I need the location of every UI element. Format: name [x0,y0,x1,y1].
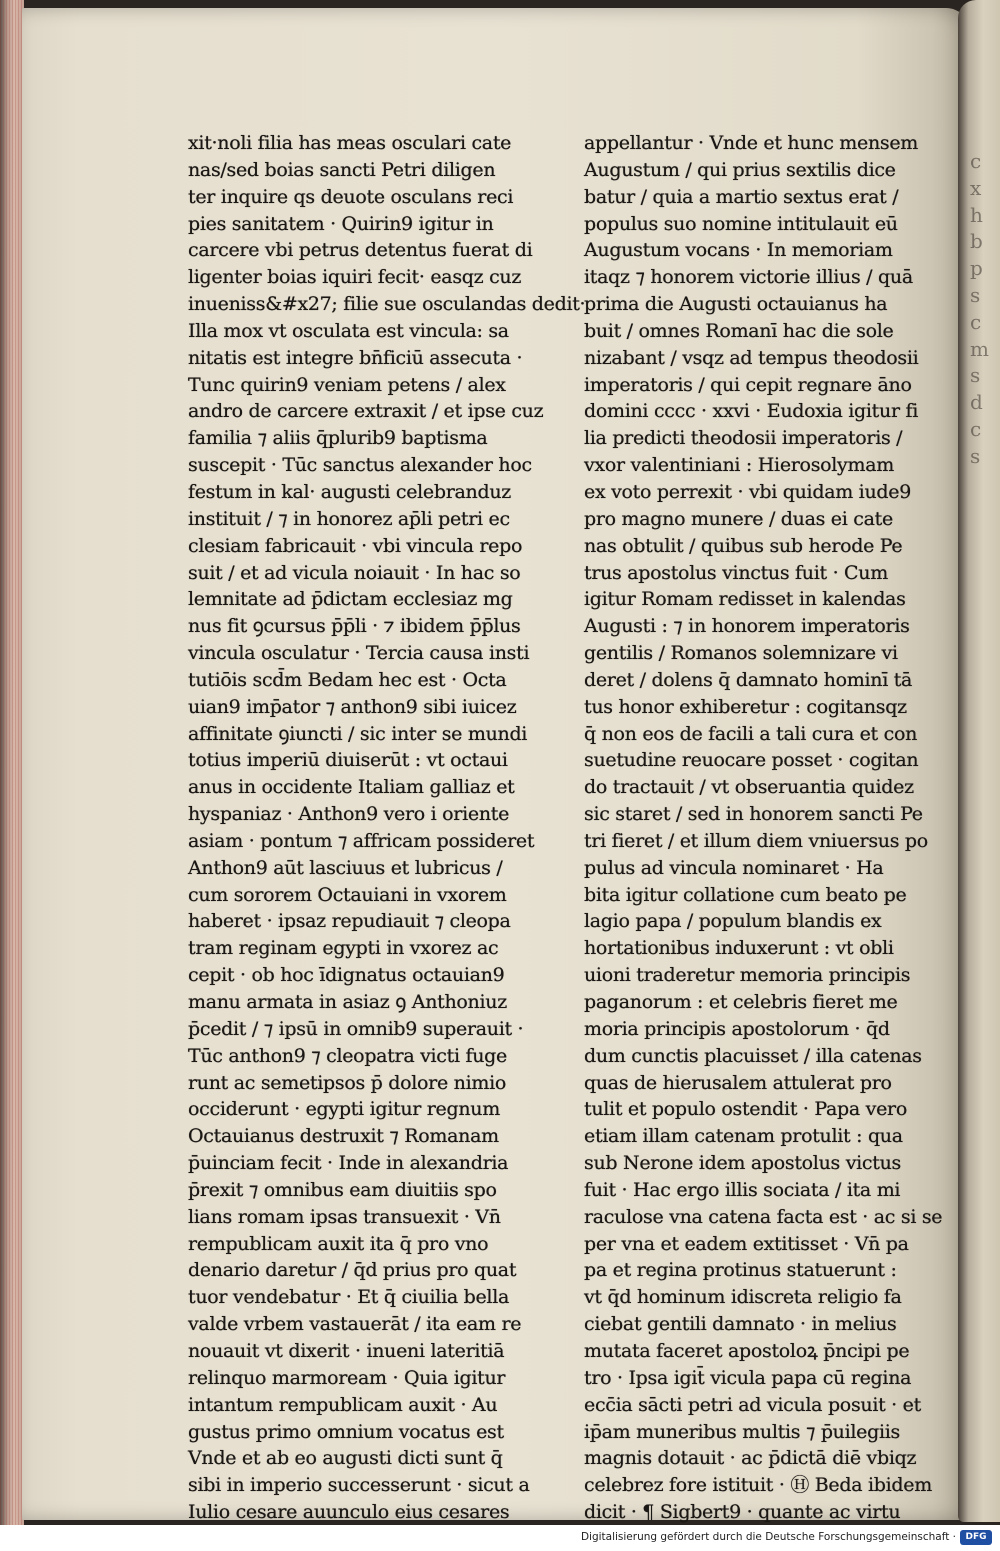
text-line: suit / et ad vicula noiauit · In hac so [188,561,521,584]
dfg-logo-icon: DFG [960,1530,992,1545]
text-line: Anthon9 aūt lasciuus et lubricus / [188,856,503,879]
text-line: domini cccc · xxvi · Eudoxia igitur fi [584,400,918,423]
next-page-fragment: s [970,363,981,388]
text-line: q̄ non eos de facili a tali cura et con [584,722,918,745]
text-line: buit / omnes Romanī hac die sole [584,319,894,342]
text-line: carcere vbi petrus detentus fuerat di [188,239,533,262]
text-line: sub Nerone idem apostolus victus [584,1152,901,1175]
next-page-fragment: p [970,256,983,281]
text-line: Tunc quirin9 veniam petens / alex [188,373,506,396]
footer-credit: Digitalisierung gefördert durch die Deutsche Forschungsgemeinschaft · [580,1531,956,1543]
text-line: Augusti : ⁊ in honorem imperatoris [584,615,910,638]
next-page-fragment: c [970,416,982,441]
text-line: clesiam fabricauit · vbi vincula repo [188,534,523,557]
text-line: ter inquire qs deuote osculans reci [188,185,514,208]
text-line: deret / dolens q̄ damnato hominī tā [584,668,913,691]
text-line: moria principis apostolorum · q̄d [584,1017,890,1040]
text-line: imperatoris / qui cepit regnare āno [584,373,912,396]
text-line: Vnde et ab eo augusti dicti sunt q̄ [188,1447,503,1470]
text-line: Illa mox vt osculata est vincula: sa [188,319,509,342]
text-line: p̄cedit / ⁊ ipsū in omnib9 superauit · [188,1017,524,1040]
text-line: tus honor exhiberetur : cogitansqz [584,695,907,718]
text-line: occiderunt · egypti igitur regnum [188,1098,500,1121]
text-line: paganorum : et celebris fieret me [584,991,898,1013]
next-page-fragment: c [970,149,982,173]
text-line: tram reginam egypti in vxorez ac [188,937,499,960]
digitization-footer [0,1525,1000,1551]
next-page-fragment: s [970,282,981,307]
text-line: nus fit ꝯcursus p̄p̄li · ⁊ ibidem p̄p̄lus [188,615,521,638]
text-line: dum cunctis placuisset / illa catenas [584,1044,922,1067]
text-line: suscepit · Tūc sanctus alexander hoc [188,454,532,477]
text-line: totius imperiū diuiserūt : vt octaui [188,749,508,772]
text-line: celebrez fore istituit · Ⓗ Beda ibidem [584,1474,932,1497]
text-line: magnis dotauit · ac p̄dictā diē vbiqz [584,1447,917,1470]
next-page-fragment: d [970,390,983,415]
text-line: ligenter boias iquiri fecit· easqz cuz [188,266,522,289]
next-page-fragment: h [970,202,983,227]
text-line: rempublicam auxit ita q̄ pro vno [188,1232,489,1255]
next-page-fragment: b [970,229,983,254]
text-line: hortationibus induxerunt : vt obli [584,937,894,960]
text-line: tutiōis scd̄m Bedam hec est · Octa [188,668,507,691]
text-line: denario daretur / q̄d prius pro quat [188,1259,517,1282]
text-line: tro · Ipsa igit̄ vicula papa cū regina [584,1366,912,1389]
text-line: Augustum vocans · In memoriam [584,239,893,262]
text-line: hyspaniaz · Anthon9 vero i oriente [188,803,510,826]
text-line: nizabant / vsqz ad tempus theodosii [584,346,919,369]
text-line: lagio papa / populum blandis ex [584,910,882,933]
text-line: appellantur · Vnde et hunc mensem [584,132,919,154]
text-line: manu armata in asiaz ꝯ Anthoniuz [188,991,507,1013]
text-line: xit·noli filia has meas osculari cate [188,132,512,154]
text-line: p̄uinciam fecit · Inde in alexandria [188,1152,509,1175]
text-line: ciebat gentili damnato · in melius [584,1313,897,1336]
text-line: uian9 imp̄ator ⁊ anthon9 sibi iuicez [188,695,517,718]
text-line: pulus ad vincula nominaret · Ha [584,856,884,879]
text-line: inueniss&#x27; filie sue osculandas dedit· [188,293,586,316]
text-line: affinitate ꝯiuncti / sic inter se mundi [188,722,528,745]
text-line: tri fieret / et illum diem vniuersus po [584,829,928,852]
text-line: quas de hierusalem attulerat pro [584,1071,892,1094]
text-line: dicit · ¶ Sigbert9 · quante ac virtu [584,1501,901,1524]
text-line: ex voto perrexit · vbi quidam iude9 [584,480,911,503]
book-edge-left [0,0,24,1525]
text-line: andro de carcere extraxit / et ipse cuz [188,400,544,423]
text-line: populus suo nomine intitulauit eū [584,212,898,235]
next-page-fragments [970,148,1000,470]
text-line: gentilis / Romanos solemnizare vi [584,642,898,665]
text-line: asiam · pontum ⁊ affricam possideret [188,829,535,852]
text-line: vincula osculatur · Tercia causa insti [188,642,530,665]
text-line: uioni traderetur memoria principis [584,964,911,987]
text-line: pro magno munere / duas ei cate [584,507,893,530]
text-line: trus apostolus vinctus fuit · Cum [584,561,888,584]
text-column-right [584,130,943,1526]
text-line: lemnitate ad p̄dictam ecclesiaz mg [188,588,513,611]
text-line: relinquo marmoream · Quia igitur [188,1366,506,1389]
text-line: suetudine reuocare posset · cogitan [584,749,919,772]
text-line: anus in occidente Italiam galliaz et [188,776,515,799]
text-line: ip̄am muneribus multis ⁊ p̄uilegiis [584,1420,900,1443]
text-line: festum in kal· augusti celebranduz [188,480,511,503]
text-line: ecc̄ia sācti petri ad vicula posuit · et [584,1393,921,1416]
text-line: nitatis est integre bn̄ficiū assecuta · [188,346,523,369]
text-line: lians romam ipsas transuexit · Vn̄ [188,1205,501,1228]
text-line: vxor valentiniani : Hierosolymam [584,454,894,477]
text-line: nas obtulit / quibus sub herode Pe [584,534,903,557]
next-page-edge [958,0,1000,1522]
text-line: familia ⁊ aliis q̄plurib9 baptisma [188,427,488,450]
next-page-fragment: c [970,309,982,334]
text-line: igitur Romam redisset in kalendas [584,588,906,611]
text-line: lia predicti theodosii imperatoris / [584,427,903,450]
text-line: itaqz ⁊ honorem victorie illius / quā [584,266,913,289]
text-line: valde vrbem vastauerāt / ita eam re [188,1313,522,1336]
text-line: etiam illam catenam protulit : qua [584,1125,903,1148]
next-page-fragment: s [970,443,981,468]
text-line: sic staret / sed in honorem sancti Pe [584,803,923,826]
text-line: gustus primo omnium vocatus est [188,1420,504,1443]
text-line: pies sanitatem · Quirin9 igitur in [188,212,494,235]
text-line: Augustum / qui prius sextilis dice [584,158,896,181]
text-line: vt q̄d hominum idiscreta religio fa [584,1286,902,1309]
text-line: cum sororem Octauiani in vxorem [188,883,507,906]
text-column-left [188,130,586,1526]
text-line: fuit · Hac ergo illis sociata / ita mi [584,1178,901,1201]
text-line: instituit / ⁊ in honorez ap̄li petri ec [188,507,510,530]
text-line: bita igitur collatione cum beato pe [584,883,907,906]
text-line: Tūc anthon9 ⁊ cleopatra victi fuge [188,1044,507,1067]
text-line: intantum rempublicam auxit · Au [188,1393,498,1416]
text-line: sibi in imperio successerunt · sicut a [188,1474,530,1497]
next-page-fragment: x [970,175,982,200]
text-line: do tractauit / vt obseruantia quidez [584,776,914,799]
text-line: cepit · ob hoc īdignatus octauian9 [188,964,505,987]
text-line: nouauit vt dixerit · inueni lateritiā [188,1339,505,1362]
text-line: runt ac semetipsos p̄ dolore nimio [188,1071,506,1094]
text-line: raculose vna catena facta est · ac si se [584,1205,943,1228]
text-line: nas/sed boias sancti Petri diligen [188,158,496,181]
text-line: tulit et populo ostendit · Papa vero [584,1098,907,1121]
text-line: per vna et eadem extitisset · Vn̄ pa [584,1232,909,1255]
text-line: Iulio cesare auunculo eius cesares [188,1501,510,1524]
next-page-fragment: m [970,336,989,361]
text-line: batur / quia a martio sextus erat / [584,185,899,208]
text-line: prima die Augusti octauianus ha [584,293,888,316]
text-line: p̄rexit ⁊ omnibus eam diuitiis spo [188,1178,497,1201]
text-line: mutata faceret apostoloꝝ p̄ncipi pe [584,1339,910,1362]
text-line: Octauianus destruxit ⁊ Romanam [188,1125,499,1148]
text-line: haberet · ipsaz repudiauit ⁊ cleopa [188,910,511,933]
text-line: pa et regina protinus statuerunt : [584,1259,897,1282]
text-line: tuor vendebatur · Et q̄ ciuilia bella [188,1286,510,1309]
